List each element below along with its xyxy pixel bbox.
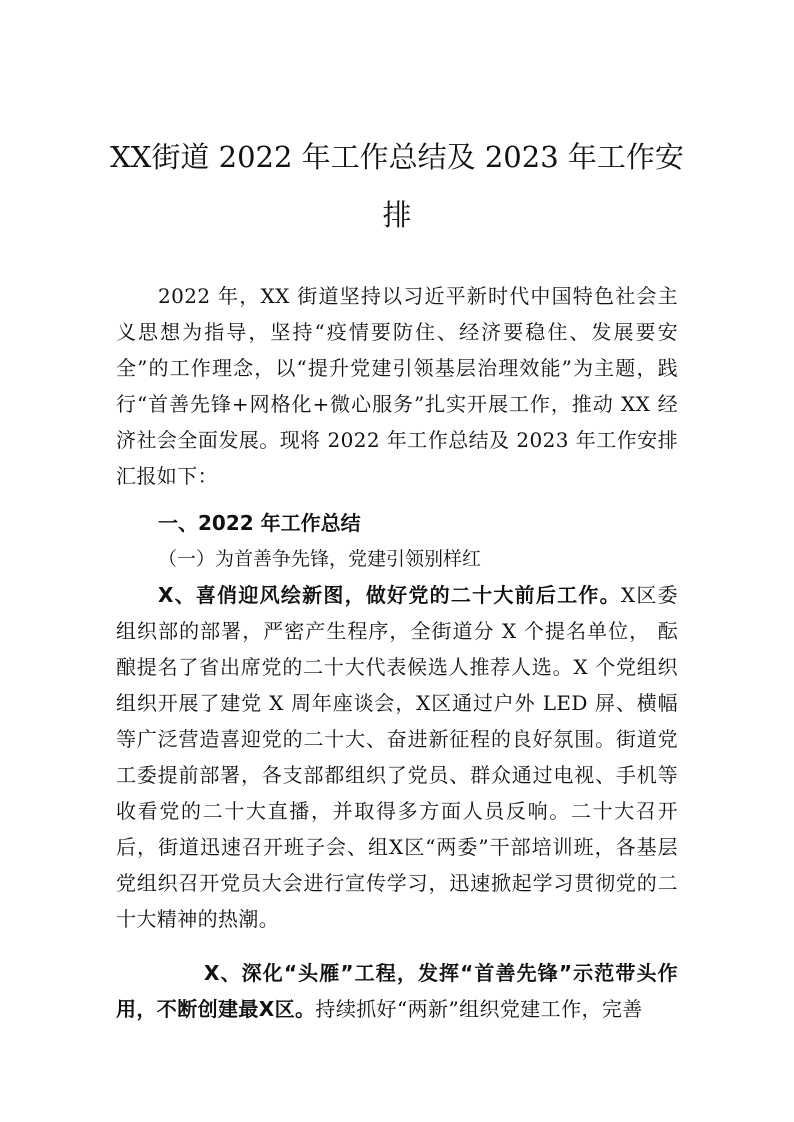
intro-paragraph: 2022 年，XX 街道坚持以习近平新时代中国特色社会主义思想为指导，坚持“疫情要防住、经济要稳住、发展要安全”的工作理念，以“提升党建引领基层治理效能”为主题，践行“首善先锋+网格化+微心服务”扎实开展工作，推动 XX 经济社会全面发展。现将 2022 年工作总结及 2023 年工作安排汇报如下： xyxy=(116,284,678,488)
item-1-lead: X、喜俏迎风绘新图，做好党的二十大前后工作。 xyxy=(158,583,621,607)
subsection-heading: （一）为首善争先锋，党建引领别样红 xyxy=(158,548,482,570)
document-title: XX街道 2022 年工作总结及 2023 年工作安排 xyxy=(110,140,684,232)
item-2-lead: X、深化“头雁”工程，发挥“首善先锋”示范带头作用，不断创建最X区。 xyxy=(116,961,678,1021)
item-2-body: 持续抓好“两新”组织党建工作，完善 xyxy=(315,997,643,1021)
item-1-paragraph xyxy=(116,577,678,937)
section-heading: 一、2022 年工作总结 xyxy=(158,511,361,535)
item-2-paragraph xyxy=(116,955,678,1027)
item-1-body: X区委组织部的部署，严密产生程序，全街道分 X 个提名单位， 酝酿提名了省出席党的二十大代表候选人推荐人选。X 个党组织组织开展了建党 X 周年座谈会，X区通过户外 LED 屏、横幅等广泛营造喜迎党的二十大、奋进新征程的良好氛围。街道党工委提前部署，各支部都组织了党员、群众通过电视、手机等收看党的二十大直播，并取得多方面人员反响。二十大召开后，街道迅速召开班子会、组X区“两委”干部培训班，各基层党组织召开党员大会进行宣传学习，迅速掀起学习贯彻党的二十大精神的热潮。 xyxy=(116,583,678,931)
